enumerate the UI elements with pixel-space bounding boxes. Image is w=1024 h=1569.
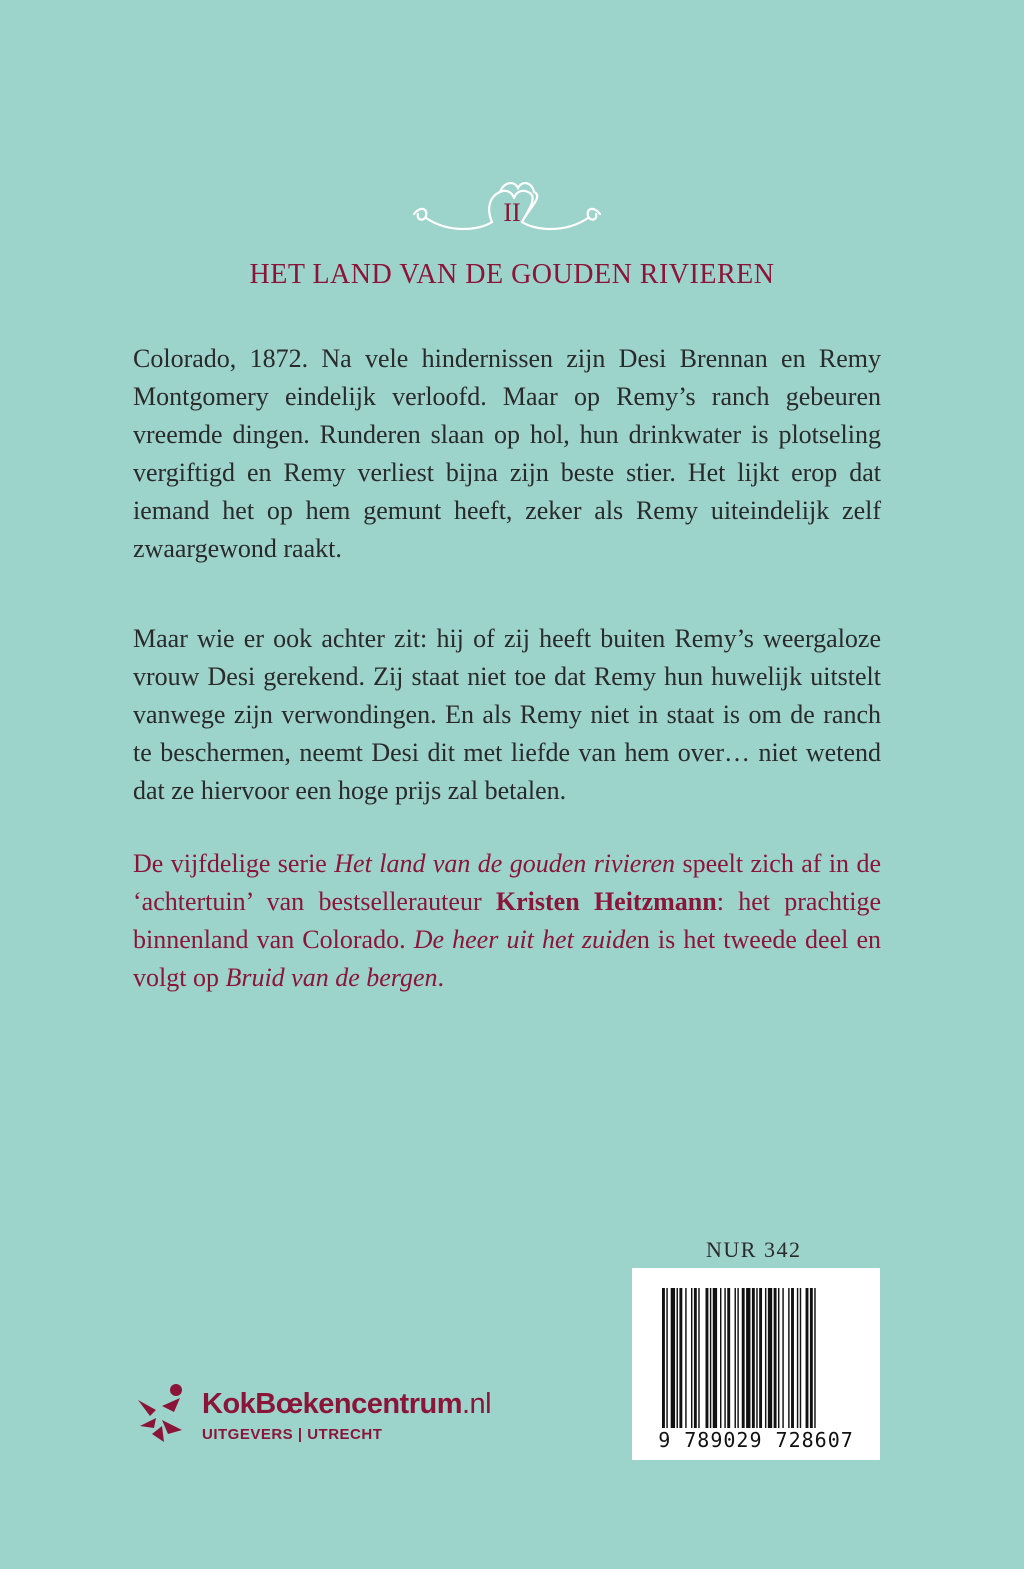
- publisher-block: [132, 1380, 532, 1450]
- series-text-3: : het prachtige binnenland van Colorado.: [133, 887, 882, 954]
- blurb-paragraph-3: [133, 845, 881, 997]
- series-name-italic: Het land van de gouden rivieren: [334, 849, 676, 878]
- blurb-paragraph-2: Maar wie er ook achter zit: hij of zij heeft buiten Remy’s weergaloze vrouw Desi gerekend. Zij staat niet toe dat Remy hun huwelijk uitstelt vanwege zijn verwondingen. En als Remy niet in staat is om de ranch te beschermen, neemt Desi dit met liefde van hem over… niet wetend dat ze hiervoor een hoge prijs zal betalen.: [133, 624, 881, 805]
- series-text-1: De vijfdelige serie: [133, 849, 335, 878]
- isbn-digits: 9 789029 728607: [658, 1428, 854, 1452]
- series-text-4: n is het tweede deel en volgt op: [133, 925, 881, 992]
- blurb-paragraph-1: Colorado, 1872. Na vele hindernissen zijn Desi Brennan en Remy Montgomery eindelijk verloofd. Maar op Remy’s ranch gebeuren vreemde dingen. Runderen slaan op hol, hun drinkwater is plotseling vergiftigd en Remy verliest bijna zijn beste stier. Het lijkt erop dat iemand het op hem gemunt heeft, zeker als Remy uiteindelijk zelf zwaargewond raakt.: [133, 344, 881, 563]
- series-title: HET LAND VAN DE GOUDEN RIVIEREN: [249, 259, 775, 290]
- publisher-name-main: KokBœkencentrum: [202, 1388, 462, 1420]
- publisher-name: [202, 1388, 491, 1421]
- barcode-panel: [632, 1268, 880, 1460]
- barcode-icon: [662, 1288, 852, 1428]
- series-text-5: .: [437, 963, 444, 992]
- nur-code: NUR 342: [706, 1237, 802, 1262]
- volume-number: II: [503, 198, 521, 227]
- book-title-italic: De heer uit het zuide: [413, 925, 637, 954]
- publisher-logo-icon: [132, 1382, 188, 1444]
- publisher-subtitle: UITGEVERS | UTRECHT: [202, 1426, 383, 1443]
- publisher-name-tld: .nl: [462, 1388, 492, 1420]
- author-name: Kristen Heitzmann: [495, 887, 717, 916]
- previous-book-italic: Bruid van de bergen: [225, 963, 438, 992]
- series-text-2: speelt zich af in de ‘achtertuin’ van bestsellerauteur: [133, 849, 882, 916]
